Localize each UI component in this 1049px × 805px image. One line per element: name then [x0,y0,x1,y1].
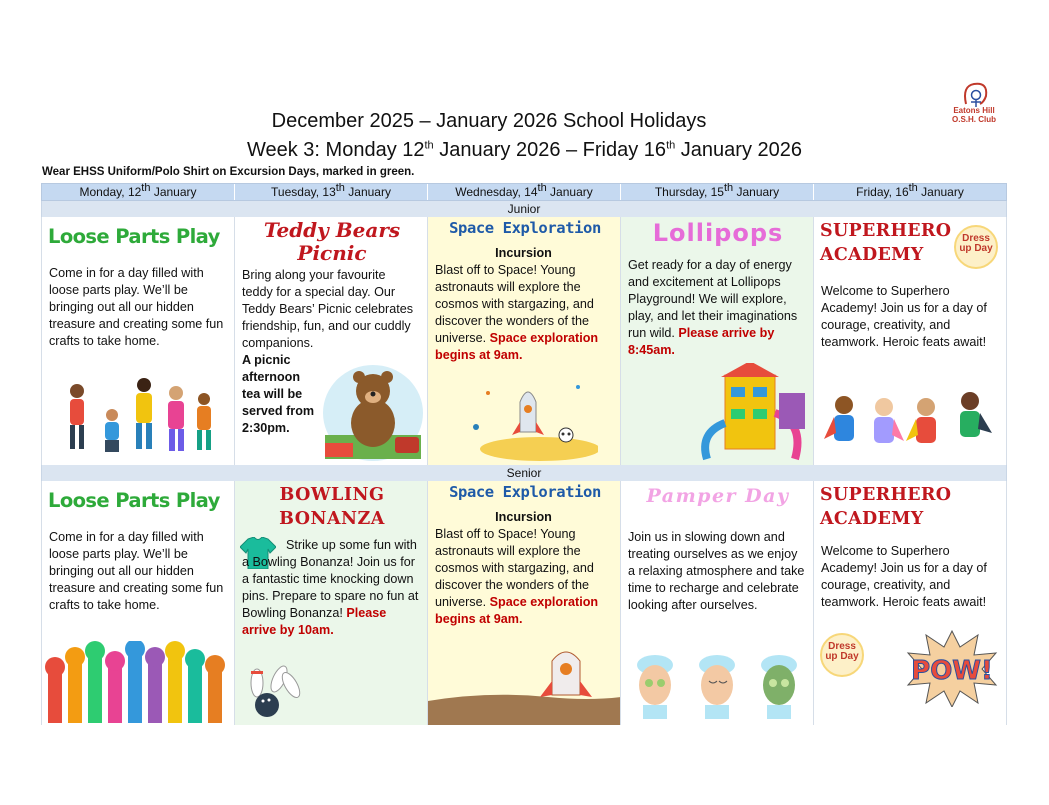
subtitle-sup: th [666,139,676,152]
senior-thu-cell [621,481,814,725]
activity-text: Bring along your favourite teddy for a special day. Our Teddy Bears’ Picnic celebrates friendship, fun, and our cuddly companions. [242,268,414,350]
activity-title: SUPERHERO ACADEMY [820,485,952,529]
day-header-mon: Monday, 12th January [42,184,235,200]
pow-text: POW! [911,656,993,686]
activity-text: Come in for a day filled with loose parts play. We’ll be bringing out all our hidden treasure and creating some fun crafts to take home. [49,266,224,348]
junior-tue-cell [235,217,428,465]
activity-text: Blast off to Space! Young astronauts will explore the cosmos with stargazing, and discover the wonders of the universe. Space exploration begins at 9am. [435,263,599,362]
pow-burst-graphic [906,629,998,707]
activity-text: Blast off to Space! Young astronauts will explore the cosmos with stargazing, and discover the wonders of the universe. Space exploration begins at 9am. [435,527,599,626]
activity-title: Teddy Bears Picnic [263,218,401,265]
incursion-label: Incursion [495,246,552,260]
junior-mon-cell [42,217,235,465]
rocket-moon-illustration [458,377,598,462]
activity-text: Welcome to Superhero Academy! Join us for a day of courage, creativity, and teamwork. Heroic feats await! [821,284,987,349]
teddy-bear-illustration [319,353,427,463]
page-subtitle [0,139,1049,162]
senior-tue-cell [235,481,428,725]
page-title: December 2025 – January 2026 School Holidays [271,110,707,132]
activity-text: Welcome to Superhero Academy! Join us for a day of courage, creativity, and teamwork. Heroic feats await! [821,544,987,609]
dress-up-badge: Dress up Day [820,633,864,677]
junior-wed-cell [428,217,621,465]
senior-fri-cell [814,481,1007,725]
kids-playing-illustration [52,369,222,459]
day-header-thu: Thursday, 15th January [621,184,814,200]
junior-row [41,217,1007,465]
senior-mon-cell [42,481,235,725]
activity-title: Pamper Day [646,485,790,507]
junior-fri-cell [814,217,1007,465]
day-header-wed: Wednesday, 14th January [428,184,621,200]
junior-band: Junior [41,201,1007,217]
activity-title: Loose Parts Play [48,489,220,512]
uniform-note: Wear EHSS Uniform/Polo Shirt on Excursion Days, marked in green. [42,166,415,178]
superhero-kids-illustration [822,389,1002,461]
activity-title: SUPERHERO ACADEMY [820,221,952,265]
activity-text: Join us in slowing down and treating ourselves as we enjoy a relaxing atmosphere and take time to recharge and celebrate looking after ourselves. [628,530,805,612]
face-masks-illustration [625,651,811,723]
logo-line1: Eatons Hill [953,106,995,115]
senior-row [41,481,1007,725]
senior-wed-cell [428,481,621,725]
subtitle-part: January 2026 [675,139,803,161]
logo-mascot-icon [944,80,1004,108]
activity-title: BOWLING BONANZA [279,485,385,529]
schedule-grid [41,183,1007,725]
rocket-landing-illustration [428,641,621,725]
activity-title: Loose Parts Play [48,225,220,248]
subtitle-part: Week 3: Monday 12 [246,139,425,161]
bowling-pins-icon [239,659,305,721]
day-header-tue: Tuesday, 13th January [235,184,428,200]
day-header-fri: Friday, 16th January [856,182,964,199]
senior-band: Senior [41,465,1007,481]
playground-illustration [695,363,814,463]
activity-title: Space Exploration [449,219,601,237]
logo-line2: O.S.H. Club [952,115,996,124]
activity-title: Space Exploration [449,483,601,501]
activity-text: Come in for a day filled with loose parts play. We’ll be bringing out all our hidden treasure and creating some fun crafts to take home. [49,530,224,612]
activity-title: Lollipops [652,219,784,247]
junior-thu-cell [621,217,814,465]
incursion-label: Incursion [495,510,552,524]
painted-hands-illustration [42,641,235,723]
subtitle-part: January 2026 – Friday 16 [433,139,667,161]
activity-text: Get ready for a day of energy and excitement at Lollipops Playground! We will explore, play, and let their imaginations run wild. Please arrive by 8:45am. [628,258,798,357]
dress-up-badge: Dress up Day [954,225,998,269]
day-header-row [41,183,1007,201]
subtitle-sup: th [424,139,434,152]
activity-text: Strike up some fun with a Bowling Bonanza! Join us for a fantastic time knocking down pins. Prepare to spare no fun at Bowling Bonanza! Please arrive by 10am. [242,538,419,637]
picnic-note: A picnic afternoon tea will be served from 2:30pm. [242,353,315,435]
